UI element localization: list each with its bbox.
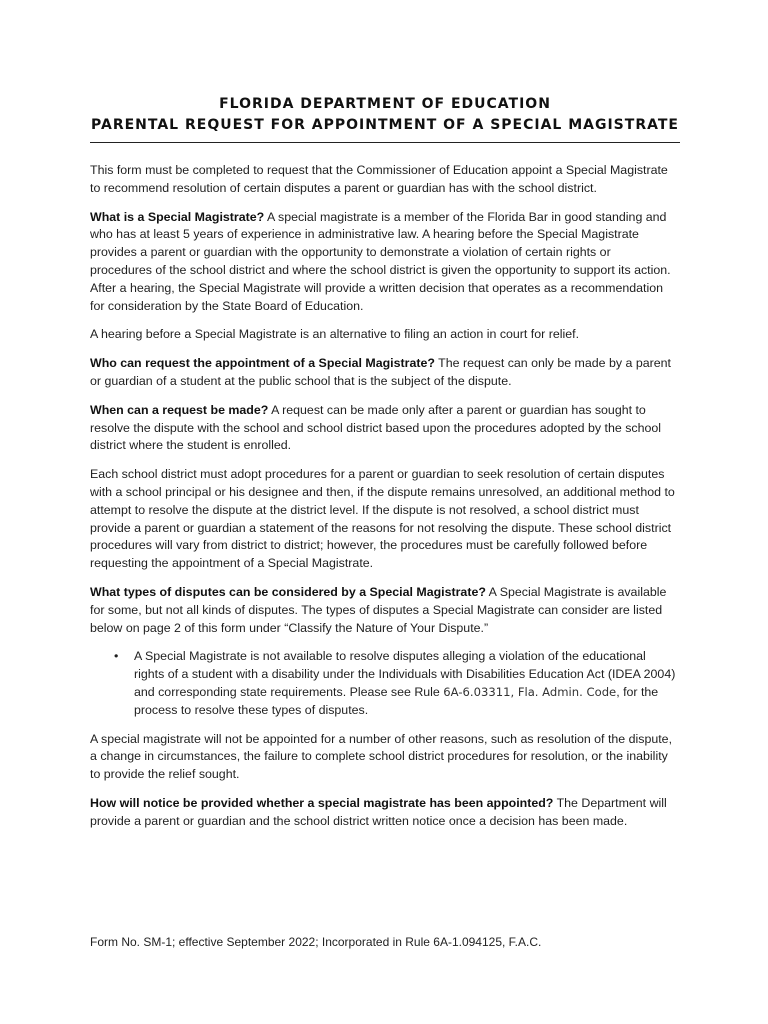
who-can-paragraph [90, 355, 676, 391]
list-item [90, 648, 676, 719]
document-body [90, 162, 676, 842]
agency-title: FLORIDA DEPARTMENT OF EDUCATION [219, 96, 551, 112]
bullet-text-after: , for the process to resolve these types of disputes. [134, 684, 659, 717]
procedures-paragraph: Each school district must adopt procedures for a parent or guardian to seek resolution of certain disputes with a school principal or his designee and then, if the dispute remains unresolved, an additional method to attempt to resolve the dispute at the district level. If the dispute is not resolved, a school district must provide a parent or guardian a statement of the reasons for not resolving the dispute. These school district procedures will vary from district to district; however, the procedures must be carefully followed before requesting the appointment of a Special Magistrate. [90, 467, 675, 571]
notice-paragraph [90, 795, 676, 831]
alternative-paragraph: A hearing before a Special Magistrate is an alternative to filing an action in court for relief. [90, 327, 580, 342]
what-types-paragraph [90, 584, 676, 637]
notice-question: How will notice be provided whether a special magistrate has been appointed? [90, 795, 554, 810]
when-can-question: When can a request be made? [90, 402, 269, 417]
who-can-answer: The request can only be made by a parent or guardian of a student at the public school that is the subject of the dispute. [90, 356, 671, 388]
exclusion-list [90, 648, 676, 719]
rule-reference-link[interactable]: 6A-6.03311, Fla. Admin. Code [443, 684, 617, 699]
when-can-answer: A request can be made only after a parent or guardian has sought to resolve the dispute with the school and school district based upon the procedures adopted by the school district where the student is enrolled. [90, 402, 662, 453]
what-is-answer: A special magistrate is a member of the Florida Bar in good standing and who has at least 5 years of experience in administrative law. A hearing before the Special Magistrate provides a parent or guardian with the opportunity to demonstrate a violation of certain rights or procedures of the school district and where the school district is given the opportunity to support its action. After a hearing, the Special Magistrate will provide a written decision that operates as a recommendation for consideration by the State Board of Education. [90, 209, 671, 313]
bullet-icon: • [114, 649, 119, 664]
what-is-question: What is a Special Magistrate? [90, 209, 265, 224]
when-can-paragraph [90, 402, 676, 455]
form-footer: Form No. SM-1; effective September 2022; Incorporated in Rule 6A-1.094125, F.A.C. [90, 935, 542, 949]
bullet-text-before: A Special Magistrate is not available to resolve disputes alleging a violation of the educational rights of a student with a disability under the Individuals with Disabilities Education Act (IDEA 2004) and corresponding state requirements. Please see Rule [134, 649, 676, 699]
document-header [90, 94, 680, 136]
form-title: PARENTAL REQUEST FOR APPOINTMENT OF A SPECIAL MAGISTRATE [91, 117, 679, 133]
notice-answer: The Department will provide a parent or guardian and the school district written notice once a decision has been made. [90, 795, 667, 828]
what-types-question: What types of disputes can be considered by a Special Magistrate? [90, 584, 486, 599]
who-can-question: Who can request the appointment of a Special Magistrate? [90, 356, 435, 371]
what-is-paragraph [90, 209, 676, 316]
intro-paragraph: This form must be completed to request that the Commissioner of Education appoint a Special Magistrate to recommend resolution of certain disputes a parent or guardian has with the school district. [90, 163, 668, 195]
header-rule [90, 142, 680, 143]
not-appointed-paragraph: A special magistrate will not be appointed for a number of other reasons, such as resolution of the dispute, a change in circumstances, the failure to complete school district procedures for resolution, or the inability to provide the relief sought. [90, 731, 673, 782]
what-types-answer: A Special Magistrate is available for some, but not all kinds of disputes. The types of disputes a Special Magistrate can consider are listed below on page 2 of this form under “Classify the Nature of Your Dispute.” [90, 584, 667, 635]
